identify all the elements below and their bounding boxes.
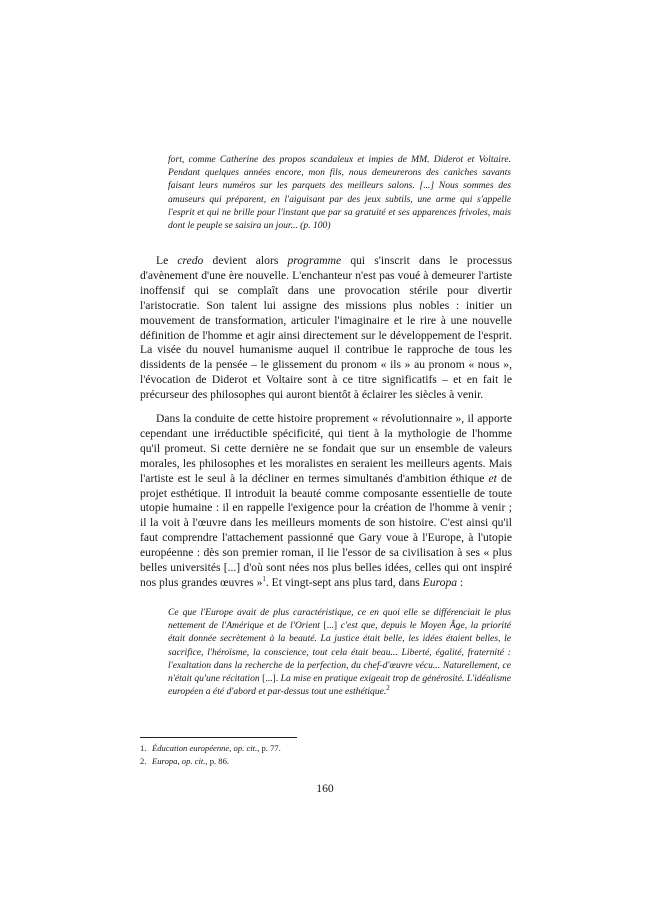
quote2-part-c: La mise en pratique exigeait trop de générosité. L'idéalisme européen a été d'abord et par-dessus tout une esthétique.: [168, 673, 511, 698]
footnote-1: 1. Éducation européenne, op. cit., p. 77.: [140, 743, 281, 753]
footnote-separator: [140, 737, 297, 738]
quote2-ellipsis-2: [...].: [262, 673, 279, 685]
europa-italic: Europa: [422, 575, 458, 589]
programme-italic: programme: [287, 254, 342, 267]
footnote-2: 2. Europa, op. cit., p. 86.: [140, 756, 230, 766]
para2-part3: . Et vingt-sept ans plus tard, dans: [265, 575, 420, 589]
paragraph-revolutionnaire: [140, 412, 512, 591]
block-quote-europa: [168, 606, 511, 698]
footnotes: [140, 742, 512, 768]
footnote-opcit: op. cit.: [233, 743, 258, 753]
footnote-ref-1[interactable]: 1: [262, 575, 266, 584]
quote2-part-b: c'est que, depuis le Moyen Âge, la priorité était donnée secrètement à la beauté. La justice était belle, les idées étaient belles, le sacrifice, l'héroïsme, la conscience, tout cela était beau... Liberté, égalité, fraternité : l'exaltation dans la recherche de la perfection, du chef-d'œuvre vécu... Naturellement, ce n'était qu'une récitation: [168, 620, 512, 685]
block-quote-catherine: [168, 153, 511, 232]
footnote-title: Europa: [152, 756, 178, 766]
para2-part1: Dans la conduite de cette histoire proprement « révolutionnaire », il apporte cependant une irréductible spécificité, qui tient à la mythologie de l'homme qu'il promeut. Si cette dernière ne se fondait que sur un ensemble de valeurs morales, les philosophes et les moralistes en seraient les meilleurs agents. Mais l'artiste est le seul à la décliner en termes simultanés d'ambition éthique: [140, 412, 512, 485]
footnote-number: 2.: [140, 756, 147, 766]
footnote-number: 1.: [140, 743, 147, 753]
quote2-part-a: Ce que l'Europe avait de plus caractéristique, ce en quoi elle se différenciait le plus nettement de l'Amérique et de l'Orient: [168, 607, 511, 632]
para2-part2: de projet esthétique. Il introduit la beauté comme composante essentielle de toute utopie humaine : il en rappelle l'exigence pour la création de l'homme à venir ; il la voit à l'œuvre dans les meilleurs moments de son histoire. C'est ainsi qu'il faut comprendre l'attachement passionné que Gary voue à l'Europe, à l'utopie européenne : dès son premier roman, il lie l'essor de sa civilisation à ses « plus belles universités [...] d'où sont nées nos plus belles idées, celles qui ont inspiré nos plus grandes œuvres »: [140, 471, 512, 589]
credo-italic: credo: [177, 254, 204, 267]
footnote-opcit: op. cit.: [181, 756, 206, 766]
para1-phrase: devient alors: [212, 254, 279, 267]
para1-rest: qui s'inscrit dans le processus d'avènement d'une ère nouvelle. L'enchanteur n'est pas voué à demeurer l'artiste inoffensif qui se complaît dans une provocation stérile pour divertir l'aristocratie. Son talent lui assigne des missions plus nobles : initier un mouvement de transformation, articuler l'imaginaire et le rire à une nouvelle définition de l'homme et agir ainsi directement sur le développement de l'esprit. La visée du nouvel humanisme auquel il contribue le rapproche de tous les dissidents de la pensée – le glissement du pronom « ils » au pronom « nous », l'évocation de Diderot et Voltaire sont à ce titre significatifs – et en fait le précurseur des philosophes qui auront bientôt à éclairer les siècles à venir.: [140, 254, 512, 402]
et-italic: et: [488, 471, 497, 485]
footnote-page: , p. 77.: [257, 743, 281, 753]
para1-word: Le: [156, 254, 169, 267]
quote1-text: fort, comme Catherine des propos scandaleux et impies de MM. Diderot et Voltaire. Pendant quelques années encore, mon fils, nous demeurerons des caniches savants faisant leurs numéros sur les parquets des meilleurs salons. [...] Nous sommes des amuseurs qui préparent, en l'aiguisant par des jeux subtils, une arme qui s'appelle l'esprit et qui ne brille pour l'instant que par sa gratuité et ses apparences frivoles, mais dont le peuple se saisira un jour... (p. 100): [168, 154, 511, 232]
quote2-ellipsis-1: [...]: [323, 620, 338, 632]
footnote-title: Éducation européenne: [152, 743, 230, 753]
para2-part4: :: [457, 575, 464, 589]
page-number: 160: [316, 782, 334, 795]
footnote-page: , p. 86.: [205, 756, 230, 766]
paragraph-credo: [140, 254, 512, 403]
footnote-ref-2[interactable]: 2: [386, 684, 390, 693]
